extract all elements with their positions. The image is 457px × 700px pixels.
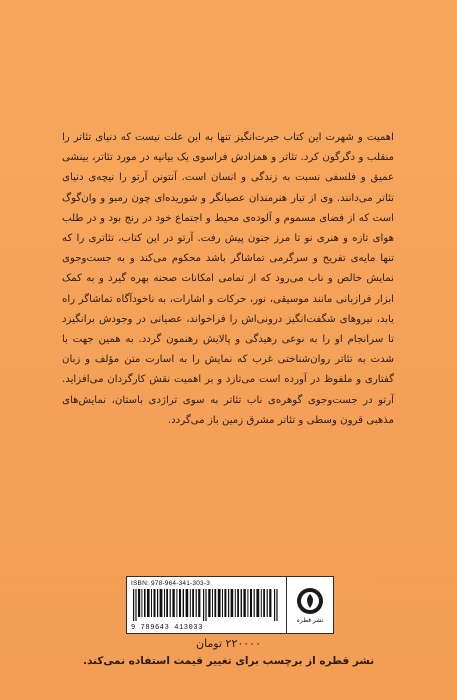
price-notice: نشر قطره از برچسب برای تغییر قیمت استفاده نمی‌کند. <box>82 655 375 667</box>
barcode-image <box>133 589 281 621</box>
barcode-number: 9 789643 413033 <box>131 624 204 632</box>
barcode-panel <box>126 576 334 634</box>
isbn-label: ISBN: 978-964-341-303-3 <box>131 580 211 587</box>
price-label: ۲۲۰۰۰۰ تومان <box>195 637 261 650</box>
publisher-logo-box <box>286 577 333 633</box>
book-description: اهمیت و شهرت این کتاب حیرت‌انگیز تنها به این علت نیست که دنیای تئاتر را منقلب و دگرگون کرد. تئاتر و همزادش فراسوی یک بیانیه در مورد تئاتر، بینشی عمیق و فلسفی نسبت به زندگی و انسان است. آنتونن آرتو را نیچه‌ی دنیای تئاتر می‌دانند. وی از تبار هنرمندان عصیانگر و شوریده‌ای چون رمبو و وان‌گوگ است که از فضای مسموم و آلوده‌ی محیط و اجتماع خود در رنج بود و در طلب هوای تازه و هنری نو تا مرز جنون پیش رفت. آرتو در این کتاب، تئاتری را که تنها مایه‌ی تفریح و سرگرمی تماشاگر باشد محکوم می‌کند و به جست‌وجوی نمایش خالص و ناب می‌رود که از تمامی امکانات صحنه بهره گیرد و به کمک ابزار فرازبانی مانند موسیقی، نور، حرکات و اشارات، به ناخودآگاه تماشاگر راه یابد، نیروهای شگفت‌انگیز درونی‌اش را فراخواند، عصیانی در وجودش برانگیزد تا سرانجام او را به نوعی رهیدگی و پالایش رهنمون گردد. به همین جهت با شدت به تئاتر روان‌شناختی غرب که نمایش را به اسارت متن مؤلف و زبان گفتاری و ملفوظ در آورده است می‌تازد و بر اهمیت نقش کارگردان می‌افزاید. آرتو در جست‌وجوی گوهره‌ی ناب تئاتر به سوی تراژدی باستان، نمایش‌های مذهبی قرون وسطی و تئاتر مشرق زمین باز می‌گردد. <box>62 132 394 426</box>
publisher-logo-label: نشر قطره <box>296 617 324 624</box>
publisher-logo-icon <box>295 586 325 616</box>
barcode-area <box>127 577 286 633</box>
